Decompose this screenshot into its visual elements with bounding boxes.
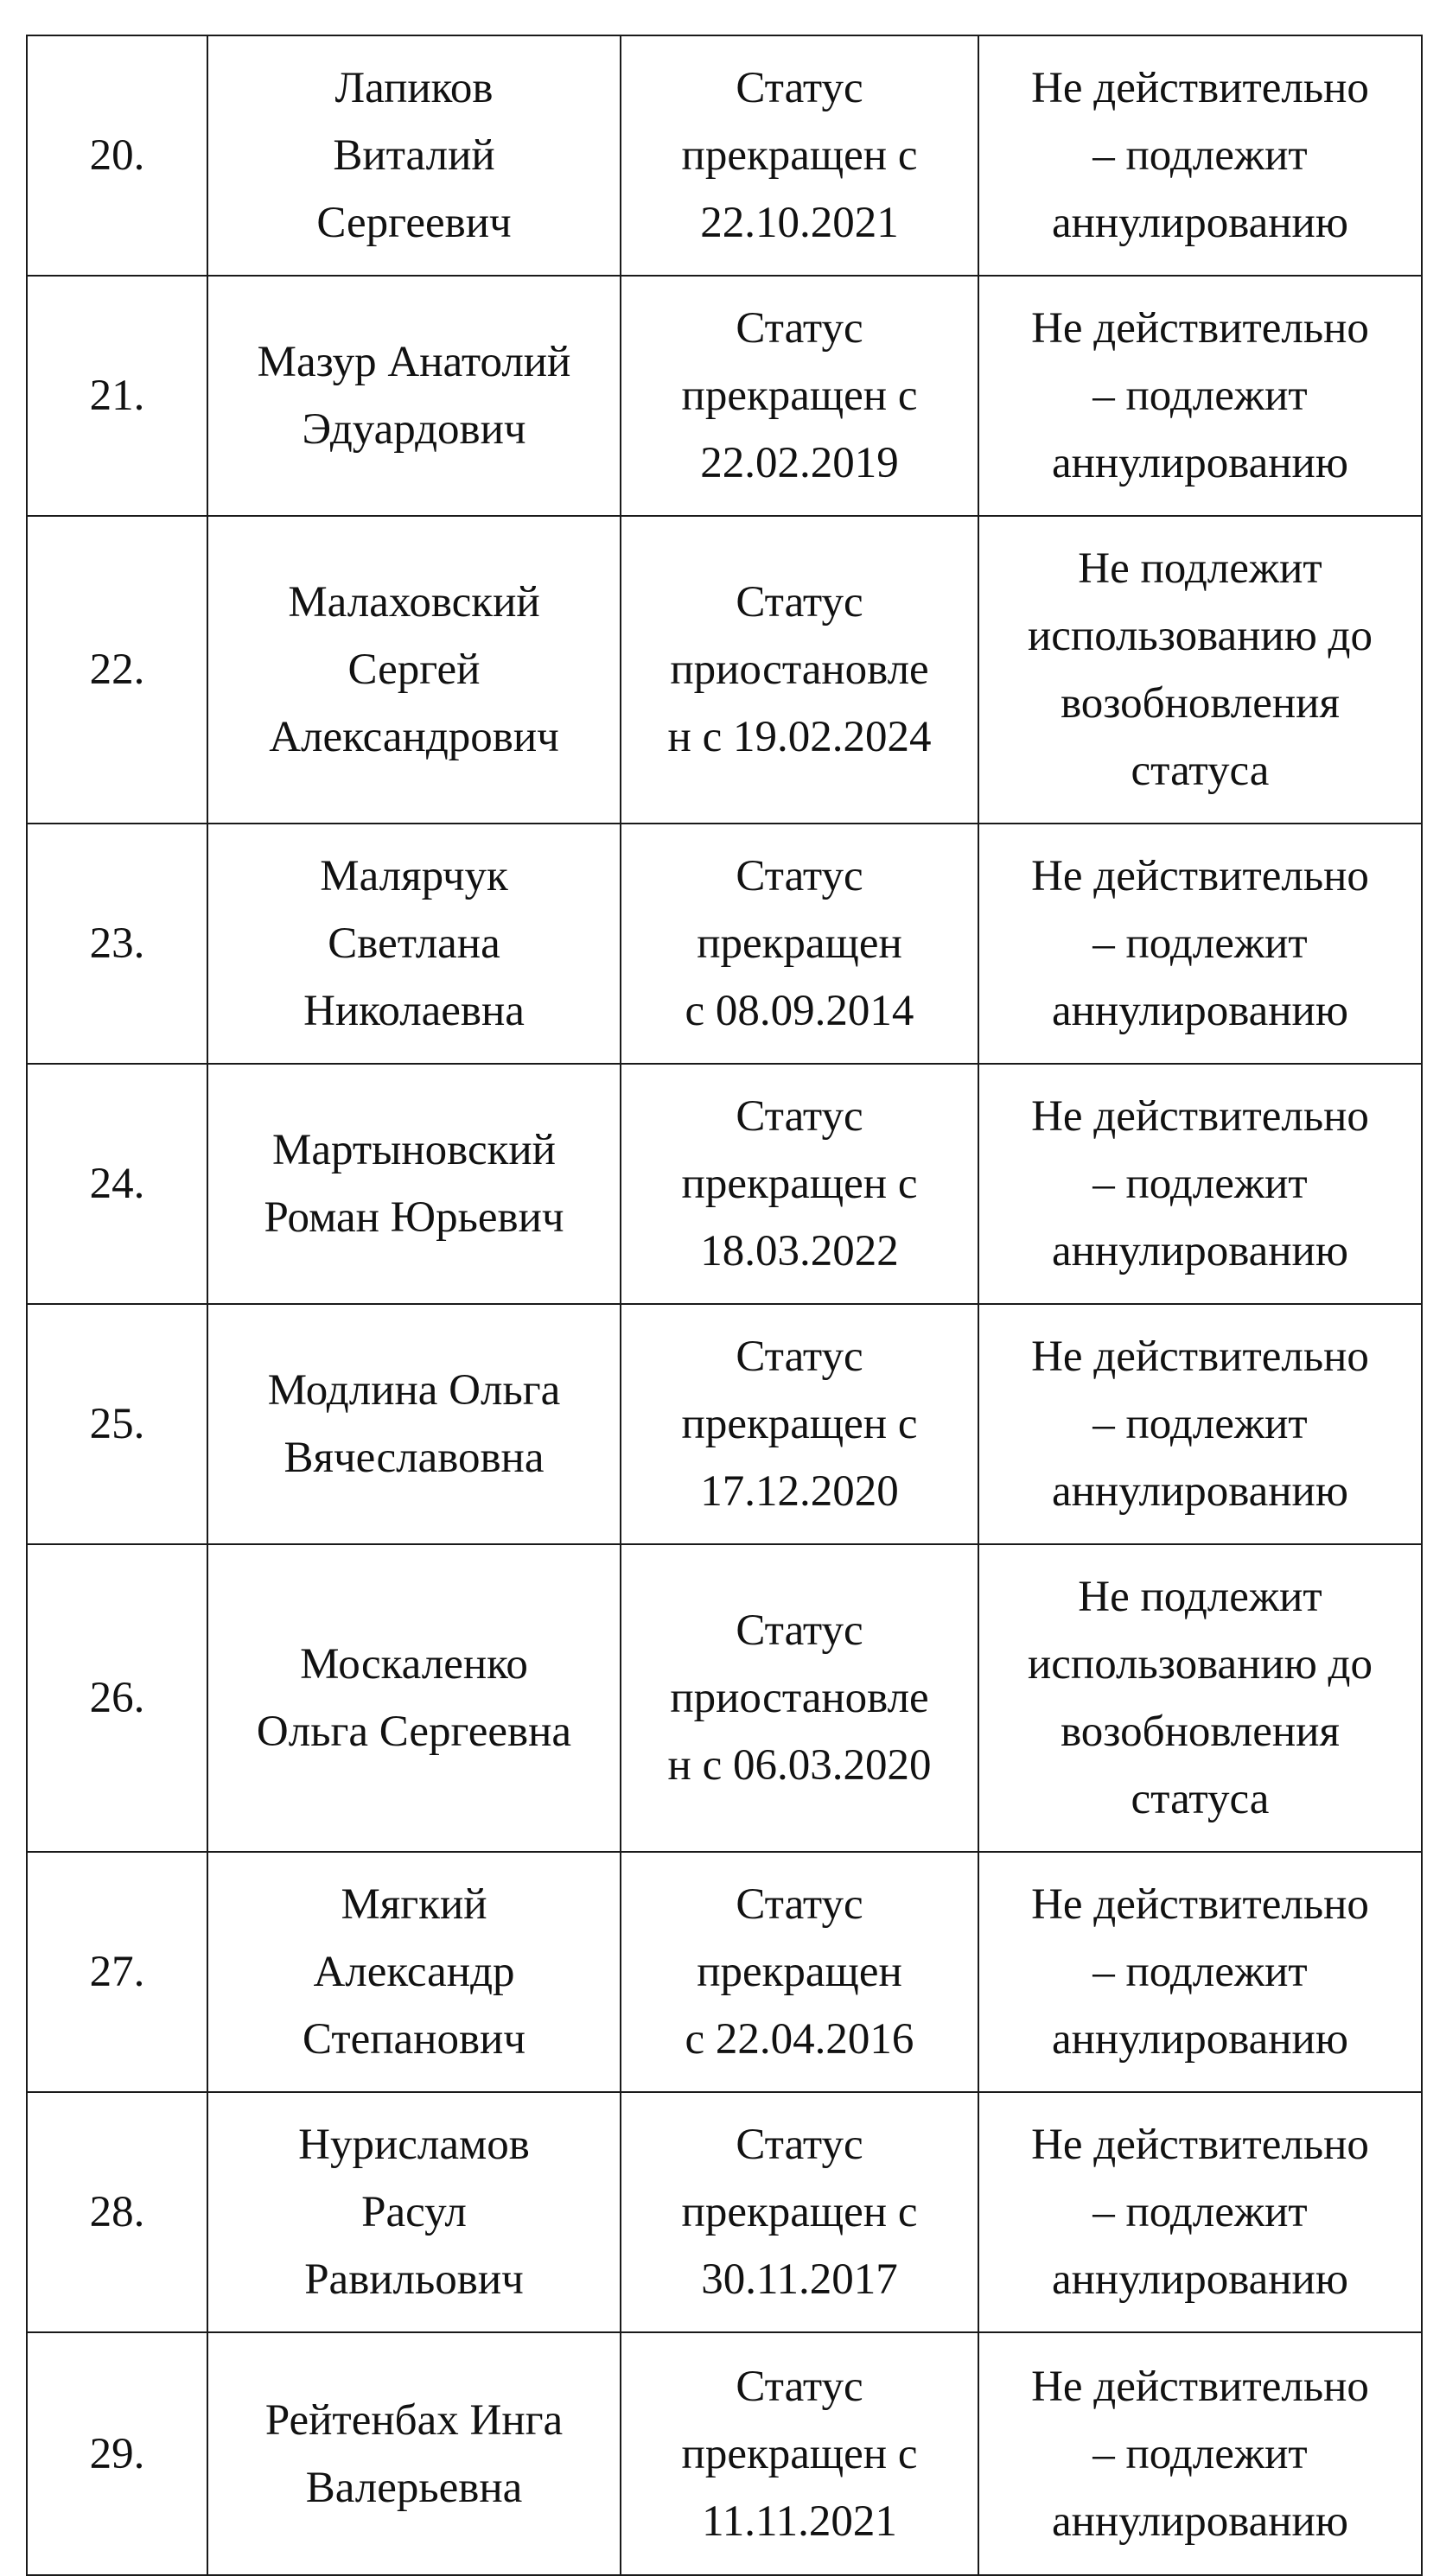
table-row <box>27 2092 1422 2332</box>
person-name: Рейтенбах Инга Валерьевна <box>207 2332 621 2575</box>
person-name: Мазур Анатолий Эдуардович <box>207 276 621 516</box>
validity-note: Не действительно – подлежит аннулированию <box>978 1064 1422 1304</box>
status-text: Статус прекращен с 30.11.2017 <box>621 2092 978 2332</box>
row-number: 25. <box>27 1304 207 1544</box>
table-row <box>27 1304 1422 1544</box>
row-number: 27. <box>27 1852 207 2092</box>
validity-note: Не подлежит использованию до возобновления статуса <box>978 516 1422 824</box>
table-row <box>27 2332 1422 2575</box>
row-number: 23. <box>27 824 207 1064</box>
row-number: 24. <box>27 1064 207 1304</box>
validity-note: Не действительно – подлежит аннулированию <box>978 1304 1422 1544</box>
row-number: 22. <box>27 516 207 824</box>
table-row <box>27 1064 1422 1304</box>
validity-note: Не действительно – подлежит аннулированию <box>978 1852 1422 2092</box>
status-text: Статус приостановле н с 06.03.2020 <box>621 1544 978 1852</box>
row-number: 21. <box>27 276 207 516</box>
status-text: Статус прекращен с 22.02.2019 <box>621 276 978 516</box>
validity-note: Не действительно – подлежит аннулированию <box>978 2332 1422 2575</box>
table-row <box>27 1544 1422 1852</box>
person-name: Москаленко Ольга Сергеевна <box>207 1544 621 1852</box>
status-text: Статус прекращен с 18.03.2022 <box>621 1064 978 1304</box>
table-row <box>27 516 1422 824</box>
table-row <box>27 35 1422 276</box>
validity-note: Не действительно – подлежит аннулированию <box>978 276 1422 516</box>
table-row <box>27 1852 1422 2092</box>
validity-note: Не действительно – подлежит аннулированию <box>978 2092 1422 2332</box>
status-text: Статус прекращен с 22.04.2016 <box>621 1852 978 2092</box>
person-name: Мартыновский Роман Юрьевич <box>207 1064 621 1304</box>
table-row <box>27 276 1422 516</box>
validity-note: Не подлежит использованию до возобновления статуса <box>978 1544 1422 1852</box>
registry-table <box>26 35 1423 2576</box>
status-text: Статус прекращен с 17.12.2020 <box>621 1304 978 1544</box>
status-text: Статус приостановле н с 19.02.2024 <box>621 516 978 824</box>
person-name: Лапиков Виталий Сергеевич <box>207 35 621 276</box>
status-text: Статус прекращен с 08.09.2014 <box>621 824 978 1064</box>
status-text: Статус прекращен с 22.10.2021 <box>621 35 978 276</box>
person-name: Мягкий Александр Степанович <box>207 1852 621 2092</box>
row-number: 28. <box>27 2092 207 2332</box>
row-number: 26. <box>27 1544 207 1852</box>
person-name: Малаховский Сергей Александрович <box>207 516 621 824</box>
validity-note: Не действительно – подлежит аннулированию <box>978 35 1422 276</box>
person-name: Нурисламов Расул Равильович <box>207 2092 621 2332</box>
row-number: 20. <box>27 35 207 276</box>
row-number: 29. <box>27 2332 207 2575</box>
status-text: Статус прекращен с 11.11.2021 <box>621 2332 978 2575</box>
person-name: Модлина Ольга Вячеславовна <box>207 1304 621 1544</box>
table-row <box>27 824 1422 1064</box>
person-name: Малярчук Светлана Николаевна <box>207 824 621 1064</box>
validity-note: Не действительно – подлежит аннулированию <box>978 824 1422 1064</box>
